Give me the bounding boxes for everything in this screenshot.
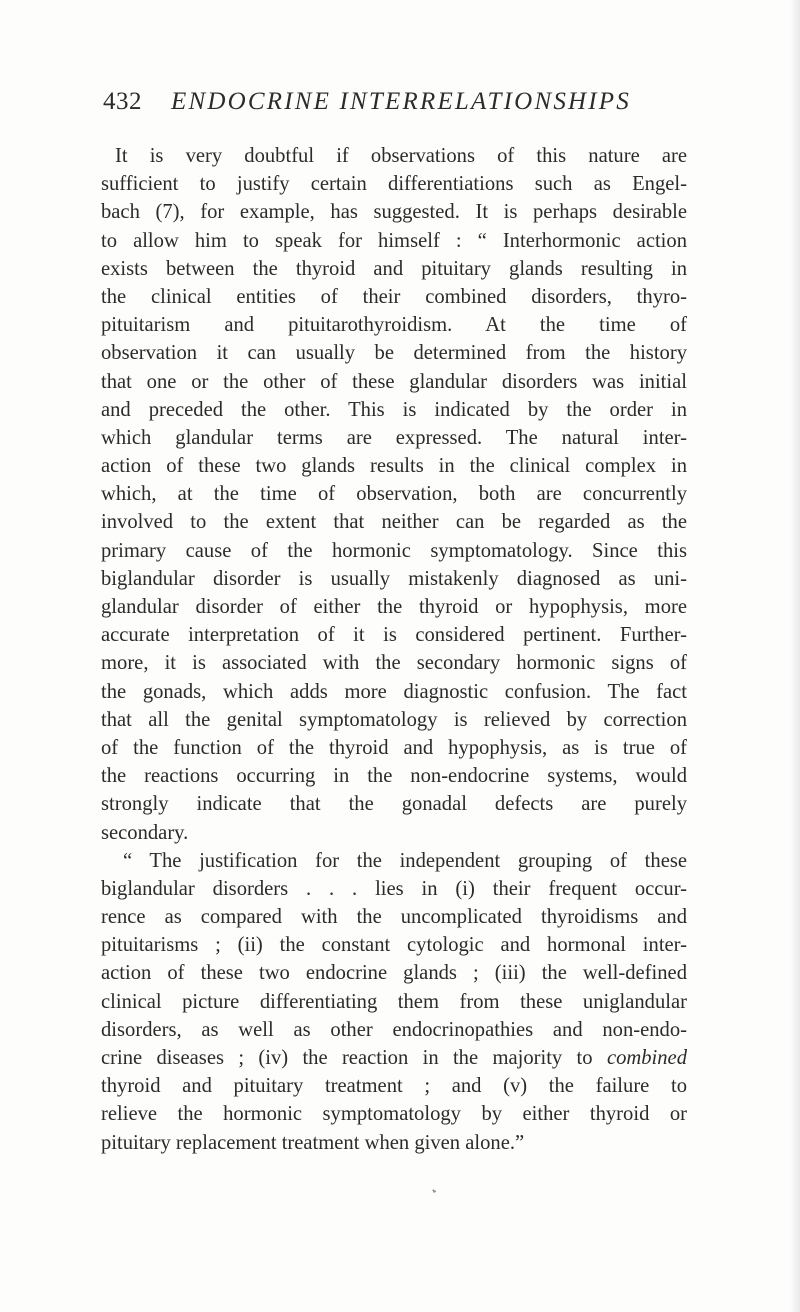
text-line: action of these two endocrine glands ; (iii) the well-defined (101, 962, 687, 985)
text-line: biglandular disorder is usually mistakenly diagnosed as uni- (101, 567, 687, 590)
emphasized-word: combined (606, 1047, 687, 1069)
text-line: strongly indicate that the gonadal defects are purely (101, 793, 687, 816)
text-line: which, at the time of observation, both are concurrently (101, 483, 687, 506)
text-line: action of these two glands results in the clinical complex in (101, 455, 687, 478)
text-line: rence as compared with the uncomplicated thyroidisms and (101, 906, 687, 929)
text-line: relieve the hormonic symptomatology by either thyroid or (101, 1103, 687, 1126)
text-line: pituitarism and pituitarothyroidism. At the time of (101, 314, 687, 337)
text-line: clinical picture differentiating them from these uniglandular (101, 990, 687, 1013)
text-line: involved to the extent that neither can be regarded as the (101, 511, 687, 534)
text-line: more, it is associated with the secondary hormonic signs of (101, 652, 687, 675)
page-number: 432 (103, 88, 142, 115)
page-header (103, 88, 683, 128)
running-head: ENDOCRINE INTERRELATIONSHIPS (171, 88, 631, 115)
text-line: the gonads, which adds more diagnostic confusion. The fact (101, 680, 687, 703)
page-edge-shadow (790, 0, 800, 1312)
text-line: which glandular terms are expressed. The natural inter- (101, 426, 687, 449)
text-line: thyroid and pituitary treatment ; and (v) the failure to (101, 1075, 687, 1098)
printer-mark: * (428, 1186, 439, 1198)
text-line: and preceded the other. This is indicated by the order in (101, 398, 687, 421)
text-line: biglandular disorders . . . lies in (i) their frequent occur- (101, 877, 687, 900)
text-line: that all the genital symptomatology is relieved by correction (101, 708, 687, 731)
text-line: “ The justification for the independent grouping of these (123, 849, 687, 872)
text-line: the reactions occurring in the non-endocrine systems, would (101, 765, 687, 788)
text-line: secondary. (101, 821, 189, 844)
text-line: accurate interpretation of it is considered pertinent. Further- (101, 624, 687, 647)
text-line: of the function of the thyroid and hypophysis, as is true of (101, 736, 687, 759)
body-text (101, 142, 687, 1157)
text-line: that one or the other of these glandular disorders was initial (101, 370, 687, 393)
text-line: glandular disorder of either the thyroid or hypophysis, more (101, 596, 687, 618)
text-line: bach (7), for example, has suggested. It is perhaps desirable (101, 201, 687, 224)
text-line-with-emphasis (101, 1044, 687, 1072)
text-line: sufficient to justify certain differentiations such as Engel- (101, 173, 687, 196)
text-line: to allow him to speak for himself : “ Interhormonic action (101, 229, 687, 252)
text-line: disorders, as well as other endocrinopathies and non-endo- (101, 1018, 687, 1041)
text-line: the clinical entities of their combined disorders, thyro- (101, 285, 687, 308)
text-line: primary cause of the hormonic symptomatology. Since this (101, 539, 687, 562)
text-line: It is very doubtful if observations of this nature are (115, 145, 687, 167)
text-line: pituitary replacement treatment when given alone.” (101, 1131, 525, 1154)
text-segment: crine diseases ; (iv) the reaction in the majority to (101, 1047, 593, 1069)
text-line: exists between the thyroid and pituitary glands resulting in (101, 257, 687, 280)
text-line: observation it can usually be determined from the history (101, 342, 687, 365)
text-line: pituitarisms ; (ii) the constant cytologic and hormonal inter- (101, 934, 687, 957)
